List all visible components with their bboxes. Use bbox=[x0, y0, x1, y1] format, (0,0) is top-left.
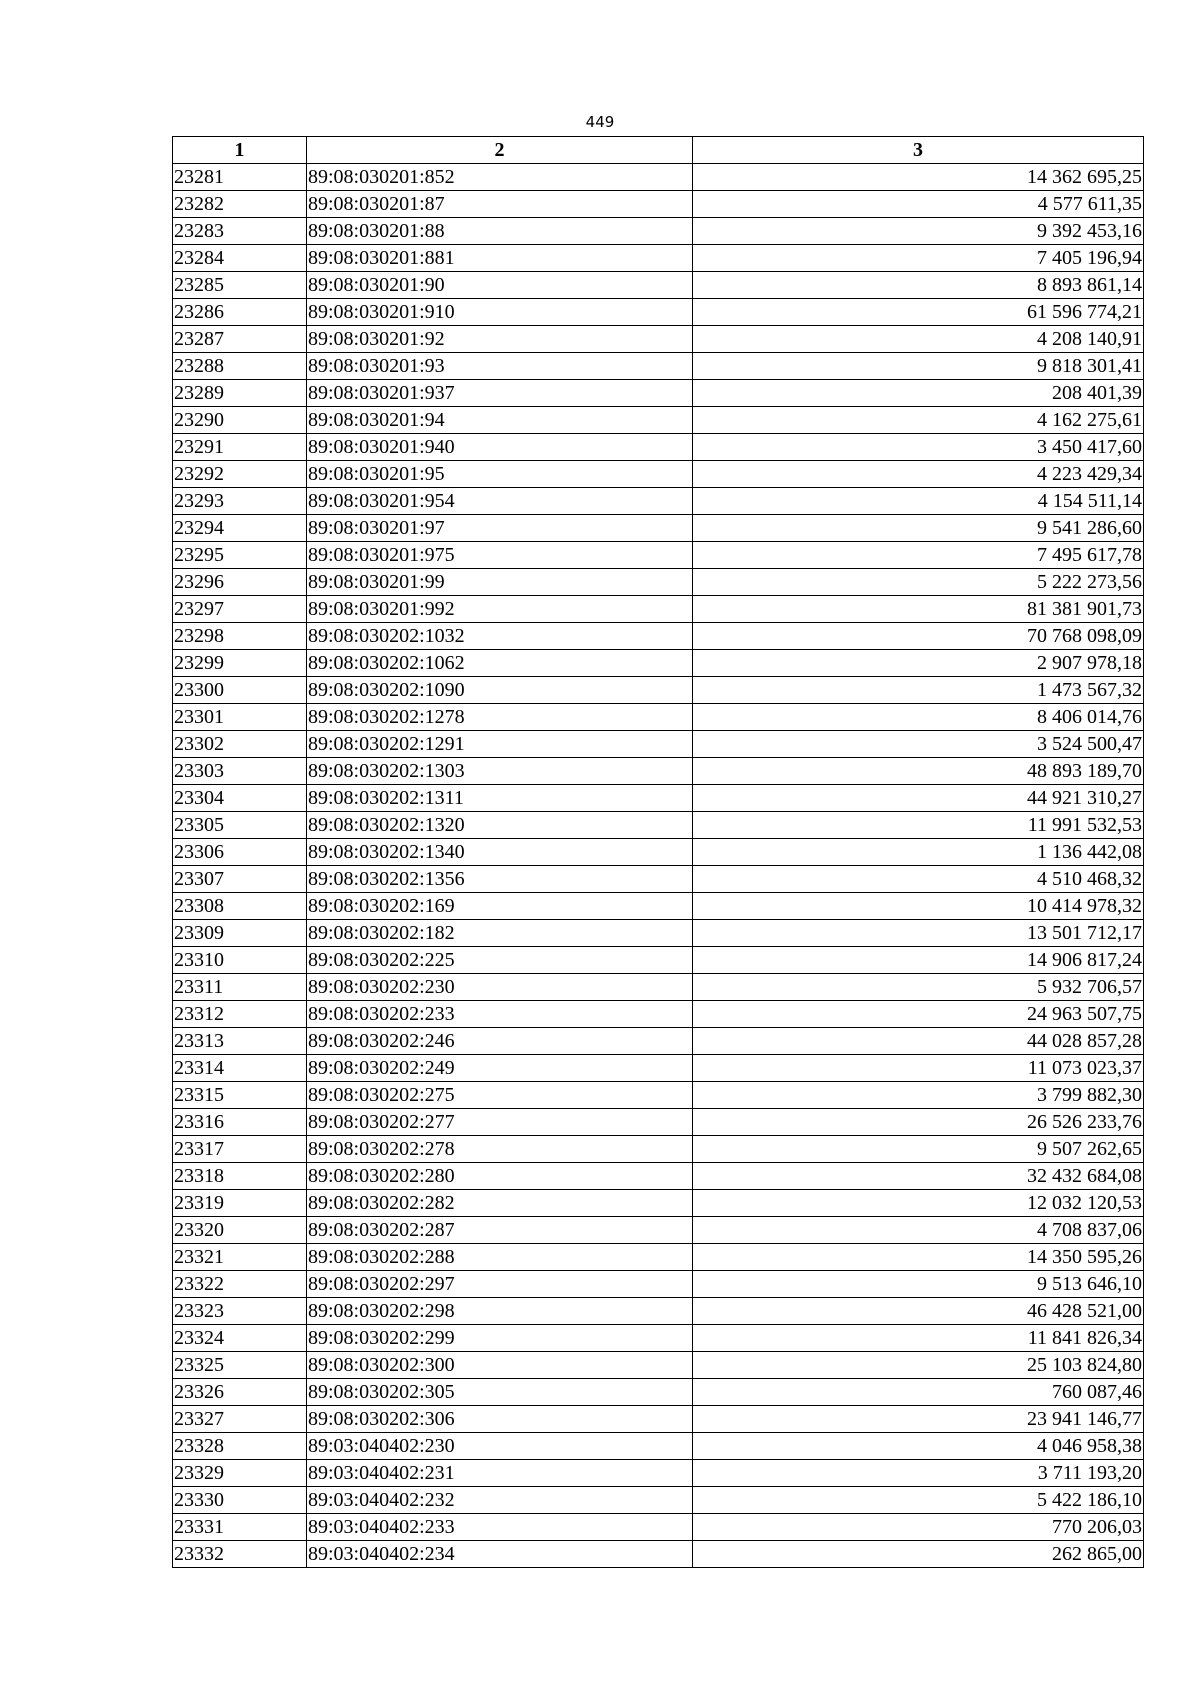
table-row bbox=[173, 650, 1144, 677]
row-number-cell: 23297 bbox=[173, 596, 307, 623]
table-row bbox=[173, 1487, 1144, 1514]
value-cell: 70 768 098,09 bbox=[693, 623, 1144, 650]
row-number-cell: 23294 bbox=[173, 515, 307, 542]
row-number-cell: 23292 bbox=[173, 461, 307, 488]
value-cell: 48 893 189,70 bbox=[693, 758, 1144, 785]
value-cell: 10 414 978,32 bbox=[693, 893, 1144, 920]
value-cell: 23 941 146,77 bbox=[693, 1406, 1144, 1433]
cadastral-number-cell: 89:08:030201:99 bbox=[307, 569, 693, 596]
row-number-cell: 23301 bbox=[173, 704, 307, 731]
value-cell: 262 865,00 bbox=[693, 1541, 1144, 1568]
table-row bbox=[173, 704, 1144, 731]
table-row bbox=[173, 731, 1144, 758]
value-cell: 44 921 310,27 bbox=[693, 785, 1144, 812]
table-row bbox=[173, 569, 1144, 596]
cadastral-number-cell: 89:08:030201:87 bbox=[307, 191, 693, 218]
cadastral-number-cell: 89:08:030202:225 bbox=[307, 947, 693, 974]
value-cell: 7 495 617,78 bbox=[693, 542, 1144, 569]
row-number-cell: 23286 bbox=[173, 299, 307, 326]
table-row bbox=[173, 974, 1144, 1001]
table-row bbox=[173, 164, 1144, 191]
value-cell: 4 223 429,34 bbox=[693, 461, 1144, 488]
table-row bbox=[173, 758, 1144, 785]
table-row bbox=[173, 1433, 1144, 1460]
value-cell: 32 432 684,08 bbox=[693, 1163, 1144, 1190]
table-row bbox=[173, 1028, 1144, 1055]
value-cell: 8 406 014,76 bbox=[693, 704, 1144, 731]
cadastral-number-cell: 89:08:030201:975 bbox=[307, 542, 693, 569]
row-number-cell: 23330 bbox=[173, 1487, 307, 1514]
cadastral-number-cell: 89:08:030202:1356 bbox=[307, 866, 693, 893]
cadastral-number-cell: 89:08:030202:280 bbox=[307, 1163, 693, 1190]
value-cell: 46 428 521,00 bbox=[693, 1298, 1144, 1325]
cadastral-number-cell: 89:08:030201:90 bbox=[307, 272, 693, 299]
cadastral-number-cell: 89:08:030202:1303 bbox=[307, 758, 693, 785]
cadastral-number-cell: 89:08:030202:249 bbox=[307, 1055, 693, 1082]
row-number-cell: 23331 bbox=[173, 1514, 307, 1541]
value-cell: 1 473 567,32 bbox=[693, 677, 1144, 704]
row-number-cell: 23313 bbox=[173, 1028, 307, 1055]
table-row bbox=[173, 326, 1144, 353]
row-number-cell: 23329 bbox=[173, 1460, 307, 1487]
value-cell: 9 541 286,60 bbox=[693, 515, 1144, 542]
row-number-cell: 23316 bbox=[173, 1109, 307, 1136]
cadastral-number-cell: 89:08:030201:937 bbox=[307, 380, 693, 407]
table-row bbox=[173, 272, 1144, 299]
value-cell: 5 932 706,57 bbox=[693, 974, 1144, 1001]
row-number-cell: 23300 bbox=[173, 677, 307, 704]
row-number-cell: 23282 bbox=[173, 191, 307, 218]
column-header-1: 1 bbox=[173, 137, 307, 164]
table-row bbox=[173, 1541, 1144, 1568]
table-row bbox=[173, 785, 1144, 812]
cadastral-number-cell: 89:08:030201:97 bbox=[307, 515, 693, 542]
cadastral-number-cell: 89:08:030202:288 bbox=[307, 1244, 693, 1271]
table-row bbox=[173, 380, 1144, 407]
table-row bbox=[173, 1379, 1144, 1406]
table-row bbox=[173, 1136, 1144, 1163]
row-number-cell: 23317 bbox=[173, 1136, 307, 1163]
value-cell: 7 405 196,94 bbox=[693, 245, 1144, 272]
column-header-3: 3 bbox=[693, 137, 1144, 164]
value-cell: 3 711 193,20 bbox=[693, 1460, 1144, 1487]
table-row bbox=[173, 515, 1144, 542]
value-cell: 760 087,46 bbox=[693, 1379, 1144, 1406]
value-cell: 4 577 611,35 bbox=[693, 191, 1144, 218]
row-number-cell: 23305 bbox=[173, 812, 307, 839]
value-cell: 24 963 507,75 bbox=[693, 1001, 1144, 1028]
value-cell: 5 422 186,10 bbox=[693, 1487, 1144, 1514]
cadastral-number-cell: 89:08:030202:1032 bbox=[307, 623, 693, 650]
value-cell: 3 524 500,47 bbox=[693, 731, 1144, 758]
table-row bbox=[173, 353, 1144, 380]
cadastral-number-cell: 89:08:030202:299 bbox=[307, 1325, 693, 1352]
value-cell: 44 028 857,28 bbox=[693, 1028, 1144, 1055]
cadastral-number-cell: 89:08:030202:300 bbox=[307, 1352, 693, 1379]
table-row bbox=[173, 1271, 1144, 1298]
cadastral-number-cell: 89:03:040402:230 bbox=[307, 1433, 693, 1460]
value-cell: 13 501 712,17 bbox=[693, 920, 1144, 947]
cadastral-number-cell: 89:08:030201:92 bbox=[307, 326, 693, 353]
cadastral-number-cell: 89:08:030201:954 bbox=[307, 488, 693, 515]
cadastral-number-cell: 89:03:040402:234 bbox=[307, 1541, 693, 1568]
table-row bbox=[173, 1514, 1144, 1541]
row-number-cell: 23318 bbox=[173, 1163, 307, 1190]
table-row bbox=[173, 1190, 1144, 1217]
row-number-cell: 23289 bbox=[173, 380, 307, 407]
value-cell: 4 510 468,32 bbox=[693, 866, 1144, 893]
cadastral-number-cell: 89:08:030201:852 bbox=[307, 164, 693, 191]
value-cell: 4 162 275,61 bbox=[693, 407, 1144, 434]
table-row bbox=[173, 947, 1144, 974]
table-row bbox=[173, 839, 1144, 866]
value-cell: 14 350 595,26 bbox=[693, 1244, 1144, 1271]
table-row bbox=[173, 1298, 1144, 1325]
cadastral-number-cell: 89:03:040402:231 bbox=[307, 1460, 693, 1487]
value-cell: 61 596 774,21 bbox=[693, 299, 1144, 326]
cadastral-number-cell: 89:08:030202:277 bbox=[307, 1109, 693, 1136]
table-row bbox=[173, 1109, 1144, 1136]
table-row bbox=[173, 1163, 1144, 1190]
page-number: 449 bbox=[585, 113, 615, 131]
table-row bbox=[173, 1055, 1144, 1082]
column-header-2: 2 bbox=[307, 137, 693, 164]
table-row bbox=[173, 191, 1144, 218]
table-header-row bbox=[173, 137, 1144, 164]
value-cell: 5 222 273,56 bbox=[693, 569, 1144, 596]
value-cell: 9 507 262,65 bbox=[693, 1136, 1144, 1163]
row-number-cell: 23290 bbox=[173, 407, 307, 434]
cadastral-number-cell: 89:08:030202:1090 bbox=[307, 677, 693, 704]
row-number-cell: 23327 bbox=[173, 1406, 307, 1433]
cadastral-number-cell: 89:08:030201:881 bbox=[307, 245, 693, 272]
cadastral-number-cell: 89:08:030202:233 bbox=[307, 1001, 693, 1028]
cadastral-number-cell: 89:08:030201:88 bbox=[307, 218, 693, 245]
cadastral-number-cell: 89:08:030202:1291 bbox=[307, 731, 693, 758]
table-row bbox=[173, 920, 1144, 947]
table-row bbox=[173, 677, 1144, 704]
cadastral-number-cell: 89:08:030201:94 bbox=[307, 407, 693, 434]
row-number-cell: 23291 bbox=[173, 434, 307, 461]
row-number-cell: 23309 bbox=[173, 920, 307, 947]
row-number-cell: 23310 bbox=[173, 947, 307, 974]
cadastral-number-cell: 89:08:030202:169 bbox=[307, 893, 693, 920]
row-number-cell: 23293 bbox=[173, 488, 307, 515]
value-cell: 4 046 958,38 bbox=[693, 1433, 1144, 1460]
cadastral-number-cell: 89:08:030202:278 bbox=[307, 1136, 693, 1163]
value-cell: 26 526 233,76 bbox=[693, 1109, 1144, 1136]
cadastral-number-cell: 89:08:030202:1062 bbox=[307, 650, 693, 677]
cadastral-number-cell: 89:08:030202:282 bbox=[307, 1190, 693, 1217]
table-row bbox=[173, 434, 1144, 461]
row-number-cell: 23296 bbox=[173, 569, 307, 596]
value-cell: 3 799 882,30 bbox=[693, 1082, 1144, 1109]
row-number-cell: 23323 bbox=[173, 1298, 307, 1325]
cadastral-number-cell: 89:08:030201:992 bbox=[307, 596, 693, 623]
value-cell: 1 136 442,08 bbox=[693, 839, 1144, 866]
table-row bbox=[173, 623, 1144, 650]
table-row bbox=[173, 812, 1144, 839]
cadastral-number-cell: 89:08:030202:1278 bbox=[307, 704, 693, 731]
value-cell: 11 841 826,34 bbox=[693, 1325, 1144, 1352]
row-number-cell: 23328 bbox=[173, 1433, 307, 1460]
cadastral-number-cell: 89:08:030202:246 bbox=[307, 1028, 693, 1055]
row-number-cell: 23306 bbox=[173, 839, 307, 866]
cadastral-number-cell: 89:08:030202:298 bbox=[307, 1298, 693, 1325]
cadastral-number-cell: 89:08:030202:182 bbox=[307, 920, 693, 947]
table-row bbox=[173, 1244, 1144, 1271]
row-number-cell: 23332 bbox=[173, 1541, 307, 1568]
table-row bbox=[173, 596, 1144, 623]
row-number-cell: 23283 bbox=[173, 218, 307, 245]
row-number-cell: 23312 bbox=[173, 1001, 307, 1028]
table-row bbox=[173, 542, 1144, 569]
cadastral-number-cell: 89:08:030202:305 bbox=[307, 1379, 693, 1406]
cadastral-number-cell: 89:08:030202:230 bbox=[307, 974, 693, 1001]
row-number-cell: 23307 bbox=[173, 866, 307, 893]
table-row bbox=[173, 866, 1144, 893]
value-cell: 4 208 140,91 bbox=[693, 326, 1144, 353]
row-number-cell: 23321 bbox=[173, 1244, 307, 1271]
row-number-cell: 23299 bbox=[173, 650, 307, 677]
cadastral-number-cell: 89:08:030201:93 bbox=[307, 353, 693, 380]
row-number-cell: 23288 bbox=[173, 353, 307, 380]
row-number-cell: 23298 bbox=[173, 623, 307, 650]
row-number-cell: 23287 bbox=[173, 326, 307, 353]
value-cell: 4 708 837,06 bbox=[693, 1217, 1144, 1244]
cadastral-number-cell: 89:08:030202:275 bbox=[307, 1082, 693, 1109]
table-row bbox=[173, 1325, 1144, 1352]
row-number-cell: 23326 bbox=[173, 1379, 307, 1406]
table-row bbox=[173, 407, 1144, 434]
table-row bbox=[173, 488, 1144, 515]
data-table bbox=[172, 136, 1144, 1568]
cadastral-number-cell: 89:08:030202:1311 bbox=[307, 785, 693, 812]
value-cell: 208 401,39 bbox=[693, 380, 1144, 407]
row-number-cell: 23319 bbox=[173, 1190, 307, 1217]
row-number-cell: 23322 bbox=[173, 1271, 307, 1298]
cadastral-number-cell: 89:03:040402:232 bbox=[307, 1487, 693, 1514]
table-row bbox=[173, 218, 1144, 245]
value-cell: 25 103 824,80 bbox=[693, 1352, 1144, 1379]
table-row bbox=[173, 1352, 1144, 1379]
row-number-cell: 23302 bbox=[173, 731, 307, 758]
row-number-cell: 23315 bbox=[173, 1082, 307, 1109]
value-cell: 14 362 695,25 bbox=[693, 164, 1144, 191]
cadastral-number-cell: 89:08:030201:95 bbox=[307, 461, 693, 488]
value-cell: 8 893 861,14 bbox=[693, 272, 1144, 299]
value-cell: 81 381 901,73 bbox=[693, 596, 1144, 623]
value-cell: 9 818 301,41 bbox=[693, 353, 1144, 380]
value-cell: 11 991 532,53 bbox=[693, 812, 1144, 839]
row-number-cell: 23320 bbox=[173, 1217, 307, 1244]
row-number-cell: 23281 bbox=[173, 164, 307, 191]
value-cell: 12 032 120,53 bbox=[693, 1190, 1144, 1217]
value-cell: 3 450 417,60 bbox=[693, 434, 1144, 461]
cadastral-number-cell: 89:08:030202:1340 bbox=[307, 839, 693, 866]
cadastral-number-cell: 89:03:040402:233 bbox=[307, 1514, 693, 1541]
value-cell: 9 392 453,16 bbox=[693, 218, 1144, 245]
table-row bbox=[173, 461, 1144, 488]
row-number-cell: 23311 bbox=[173, 974, 307, 1001]
cadastral-number-cell: 89:08:030201:940 bbox=[307, 434, 693, 461]
value-cell: 770 206,03 bbox=[693, 1514, 1144, 1541]
row-number-cell: 23295 bbox=[173, 542, 307, 569]
cadastral-number-cell: 89:08:030202:1320 bbox=[307, 812, 693, 839]
value-cell: 9 513 646,10 bbox=[693, 1271, 1144, 1298]
table-row bbox=[173, 1406, 1144, 1433]
table-row bbox=[173, 299, 1144, 326]
row-number-cell: 23304 bbox=[173, 785, 307, 812]
row-number-cell: 23284 bbox=[173, 245, 307, 272]
row-number-cell: 23303 bbox=[173, 758, 307, 785]
row-number-cell: 23325 bbox=[173, 1352, 307, 1379]
table-body bbox=[173, 164, 1144, 1568]
value-cell: 2 907 978,18 bbox=[693, 650, 1144, 677]
value-cell: 11 073 023,37 bbox=[693, 1055, 1144, 1082]
row-number-cell: 23314 bbox=[173, 1055, 307, 1082]
value-cell: 14 906 817,24 bbox=[693, 947, 1144, 974]
table-row bbox=[173, 245, 1144, 272]
table-row bbox=[173, 1217, 1144, 1244]
value-cell: 4 154 511,14 bbox=[693, 488, 1144, 515]
cadastral-number-cell: 89:08:030201:910 bbox=[307, 299, 693, 326]
row-number-cell: 23285 bbox=[173, 272, 307, 299]
cadastral-number-cell: 89:08:030202:287 bbox=[307, 1217, 693, 1244]
table-row bbox=[173, 1001, 1144, 1028]
table-row bbox=[173, 893, 1144, 920]
cadastral-number-cell: 89:08:030202:306 bbox=[307, 1406, 693, 1433]
table-row bbox=[173, 1460, 1144, 1487]
row-number-cell: 23324 bbox=[173, 1325, 307, 1352]
table-row bbox=[173, 1082, 1144, 1109]
row-number-cell: 23308 bbox=[173, 893, 307, 920]
cadastral-number-cell: 89:08:030202:297 bbox=[307, 1271, 693, 1298]
